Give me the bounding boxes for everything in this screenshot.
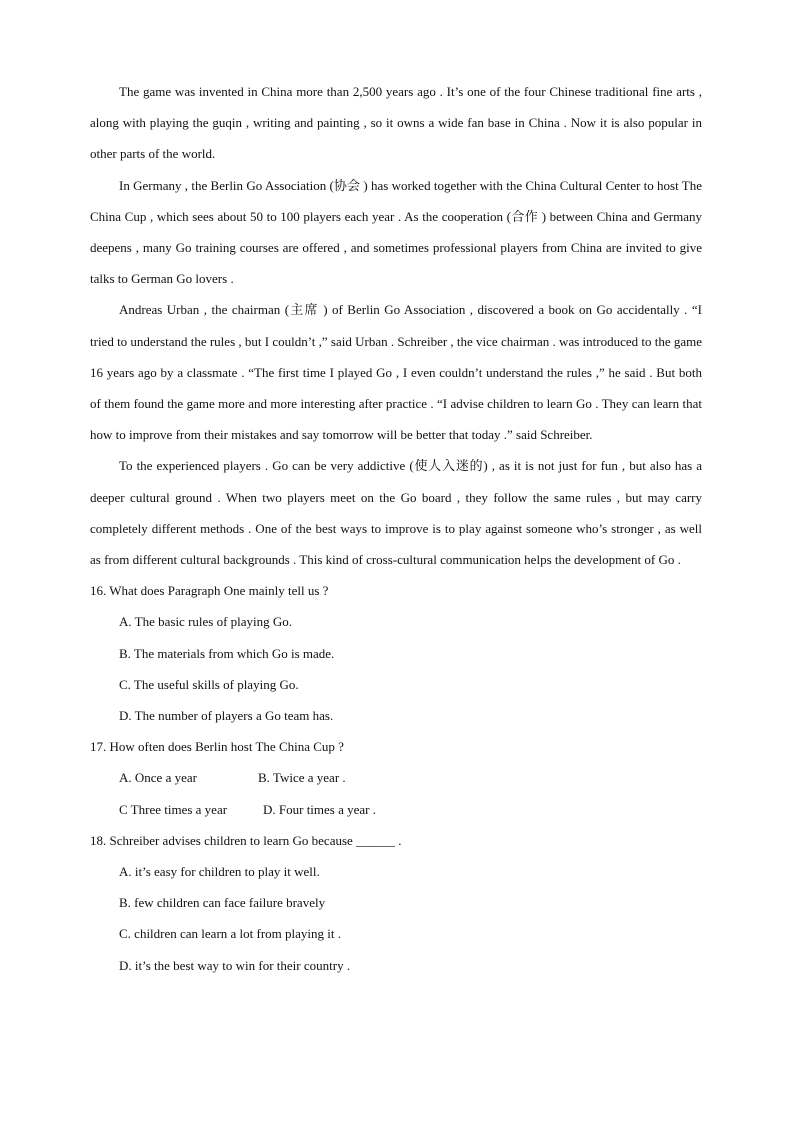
question-18-option-b: B. few children can face failure bravely bbox=[119, 895, 326, 911]
question-17-stem: 17. How often does Berlin host The China Cup ? bbox=[90, 739, 344, 755]
passage-paragraph-3: Andreas Urban , the chairman (主席 ) of Berlin Go Association , discovered a book on Go accidentally . “I tried to understand the rules , but I couldn’t ,” said Urban . Schreiber , the vice chairman . was introduced to the game 16 years ago by a classmate . “The first time I played Go , I even couldn’t understand the rules ,” he said . But both of them found the game more and more interesting after practice . “I advise children to learn Go . They can learn that how to improve from their mistakes and say tomorrow will be better that today .” said Schreiber. bbox=[90, 302, 703, 443]
question-16-stem: 16. What does Paragraph One mainly tell us ? bbox=[90, 583, 329, 599]
passage-paragraph-1: The game was invented in China more than 2,500 years ago . It’s one of the four Chinese traditional fine arts , along with playing the guqin , writing and painting , so it owns a wide fan base in China . Now it is also popular in other parts of the world. bbox=[90, 84, 702, 162]
question-18-stem: 18. Schreiber advises children to learn Go because ______ . bbox=[90, 832, 402, 848]
exam-page bbox=[90, 76, 702, 981]
question-16-option-d: D. The number of players a Go team has. bbox=[119, 708, 334, 724]
question-17-option-a: A. Once a year bbox=[119, 770, 197, 786]
question-17-options-row-1 bbox=[90, 762, 702, 793]
question-17-options-row-2 bbox=[90, 794, 702, 825]
question-17-option-d: D. Four times a year . bbox=[263, 801, 377, 817]
question-16-option-a: A. The basic rules of playing Go. bbox=[119, 614, 293, 630]
question-18-option-c: C. children can learn a lot from playing it . bbox=[119, 926, 342, 942]
question-17-option-c: C Three times a year bbox=[119, 801, 228, 817]
question-18-option-a: A. it’s easy for children to play it well. bbox=[119, 864, 320, 880]
question-17-option-b: B. Twice a year . bbox=[258, 770, 346, 786]
question-16-option-c: C. The useful skills of playing Go. bbox=[119, 676, 299, 692]
question-18-option-d: D. it’s the best way to win for their country . bbox=[119, 957, 351, 973]
question-16-option-b: B. The materials from which Go is made. bbox=[119, 645, 335, 661]
passage-paragraph-2: In Germany , the Berlin Go Association (协会 ) has worked together with the China Cultural Center to host The China Cup , which sees about 50 to 100 players each year . As the cooperation (合作 ) between China and Germany deepens , many Go training courses are offered , and sometimes professional players from China are invited to give talks to German Go lovers . bbox=[90, 177, 702, 287]
passage-paragraph-4: To the experienced players . Go can be very addictive (使人入迷的) , as it is not just for fun , but also has a deeper cultural ground . When two players meet on the Go board , they follow the same rules , but may carry completely different methods . One of the best ways to improve is to play against someone who’s stronger , as well as from different cultural backgrounds . This kind of cross-cultural communication helps the development of Go . bbox=[90, 458, 702, 568]
